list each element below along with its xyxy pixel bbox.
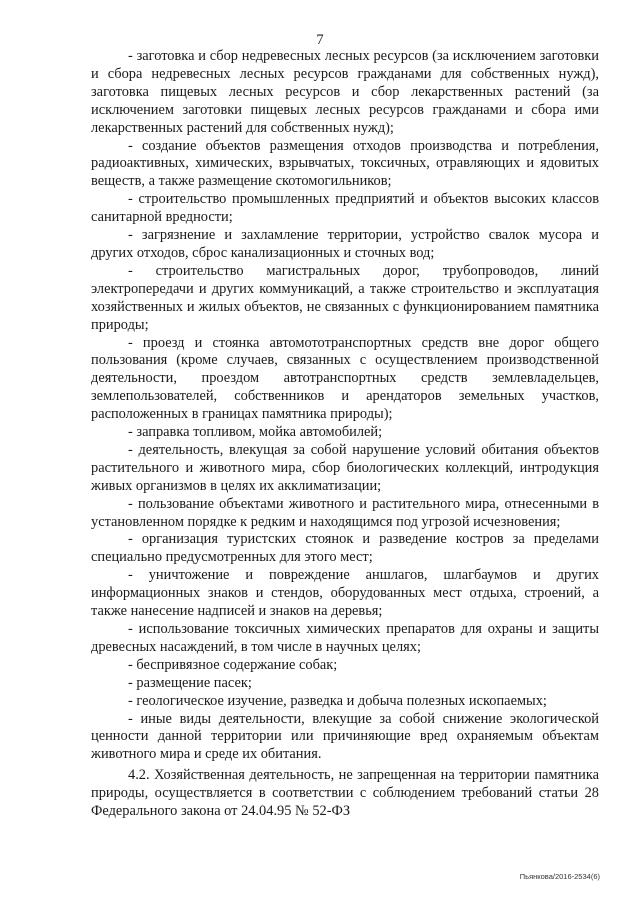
list-item-industrial-construction: - строительство промышленных предприятий и объектов высоких классов санитарной вредности; — [91, 191, 599, 226]
list-item-vehicle-traffic: - проезд и стоянка автомототранспортных средств вне дорог общего пользования (кроме случаев, связанных с осуществлением производственной деятельности, проездом автотранспортных средств землевладельцев, землепользователей, собственников и арендаторов земельных участков, расположенных в границах памятника природы); — [91, 334, 599, 423]
list-item-vandalism: - уничтожение и повреждение аншлагов, шлагбаумов и других информационных знаков и стендов, оборудованных мест отдыха, строений, а также нанесение надписей и знаков на деревья; — [91, 567, 599, 620]
footer-code: Пьянкова/2016-2534(6) — [519, 872, 600, 881]
list-item-apiaries: - размещение пасек; — [128, 674, 252, 691]
section-4-2-paragraph: 4.2. Хозяйственная деятельность, не запрещенная на территории памятника природы, осуществляется в соответствии с соблюдением требований статьи 28 Федерального закона от 24.04.95 № 52-ФЗ — [91, 767, 599, 820]
list-item-other-activities: - иные виды деятельности, влекущие за собой снижение экологической ценности данной территории или причиняющие вред охраняемым объектам животного мира и среде их обитания. — [91, 710, 599, 763]
list-item-refueling: - заправка топливом, мойка автомобилей; — [128, 424, 383, 441]
list-item-pollution: - загрязнение и захламление территории, устройство свалок мусора и других отходов, сброс канализационных и сточных вод; — [91, 227, 599, 261]
list-item-rare-species: - пользование объектами животного и растительного мира, отнесенными в установленном порядке к редким и находящимся под угрозой исчезновения; — [91, 495, 599, 530]
list-item-chemicals: - использование токсичных химических препаратов для охраны и защиты древесных насаждений, в том числе в научных целях; — [91, 621, 599, 655]
list-item-forest-resources: - заготовка и сбор недревесных лесных ресурсов (за исключением заготовки и сбора недревесных лесных ресурсов гражданами для собственных нужд), заготовка пищевых лесных ресурсов и сбор лекарственных растений (за исключением заготовки пищевых лесных ресурсов гражданами и сбора ими лекарственных растений для собственных нужд); — [91, 48, 599, 136]
list-item-infrastructure: - строительство магистральных дорог, трубопроводов, линий электропередачи и других коммуникаций, а также строительство и эксплуатация хозяйственных и жилых объектов, не связанных с функционированием памятника природы; — [91, 262, 599, 333]
document-body — [91, 48, 599, 821]
list-item-waste-placement: - создание объектов размещения отходов производства и потребления, радиоактивных, химических, взрывчатых, токсичных, отравляющих и ядовитых веществ, а также размещение скотомогильников; — [91, 137, 599, 190]
list-item-campsites: - организация туристских стоянок и разведение костров за пределами специально предусмотренных для этого мест; — [91, 531, 599, 566]
page-number: 7 — [316, 32, 324, 48]
list-item-habitat-disturbance: - деятельность, влекущая за собой нарушение условий обитания объектов растительного и животного мира, сбор биологических коллекций, интродукция живых организмов в целях их акклиматизации; — [91, 441, 599, 494]
list-item-mining: - геологическое изучение, разведка и добыча полезных ископаемых; — [128, 692, 547, 709]
list-item-dogs: - беспривязное содержание собак; — [128, 656, 338, 673]
